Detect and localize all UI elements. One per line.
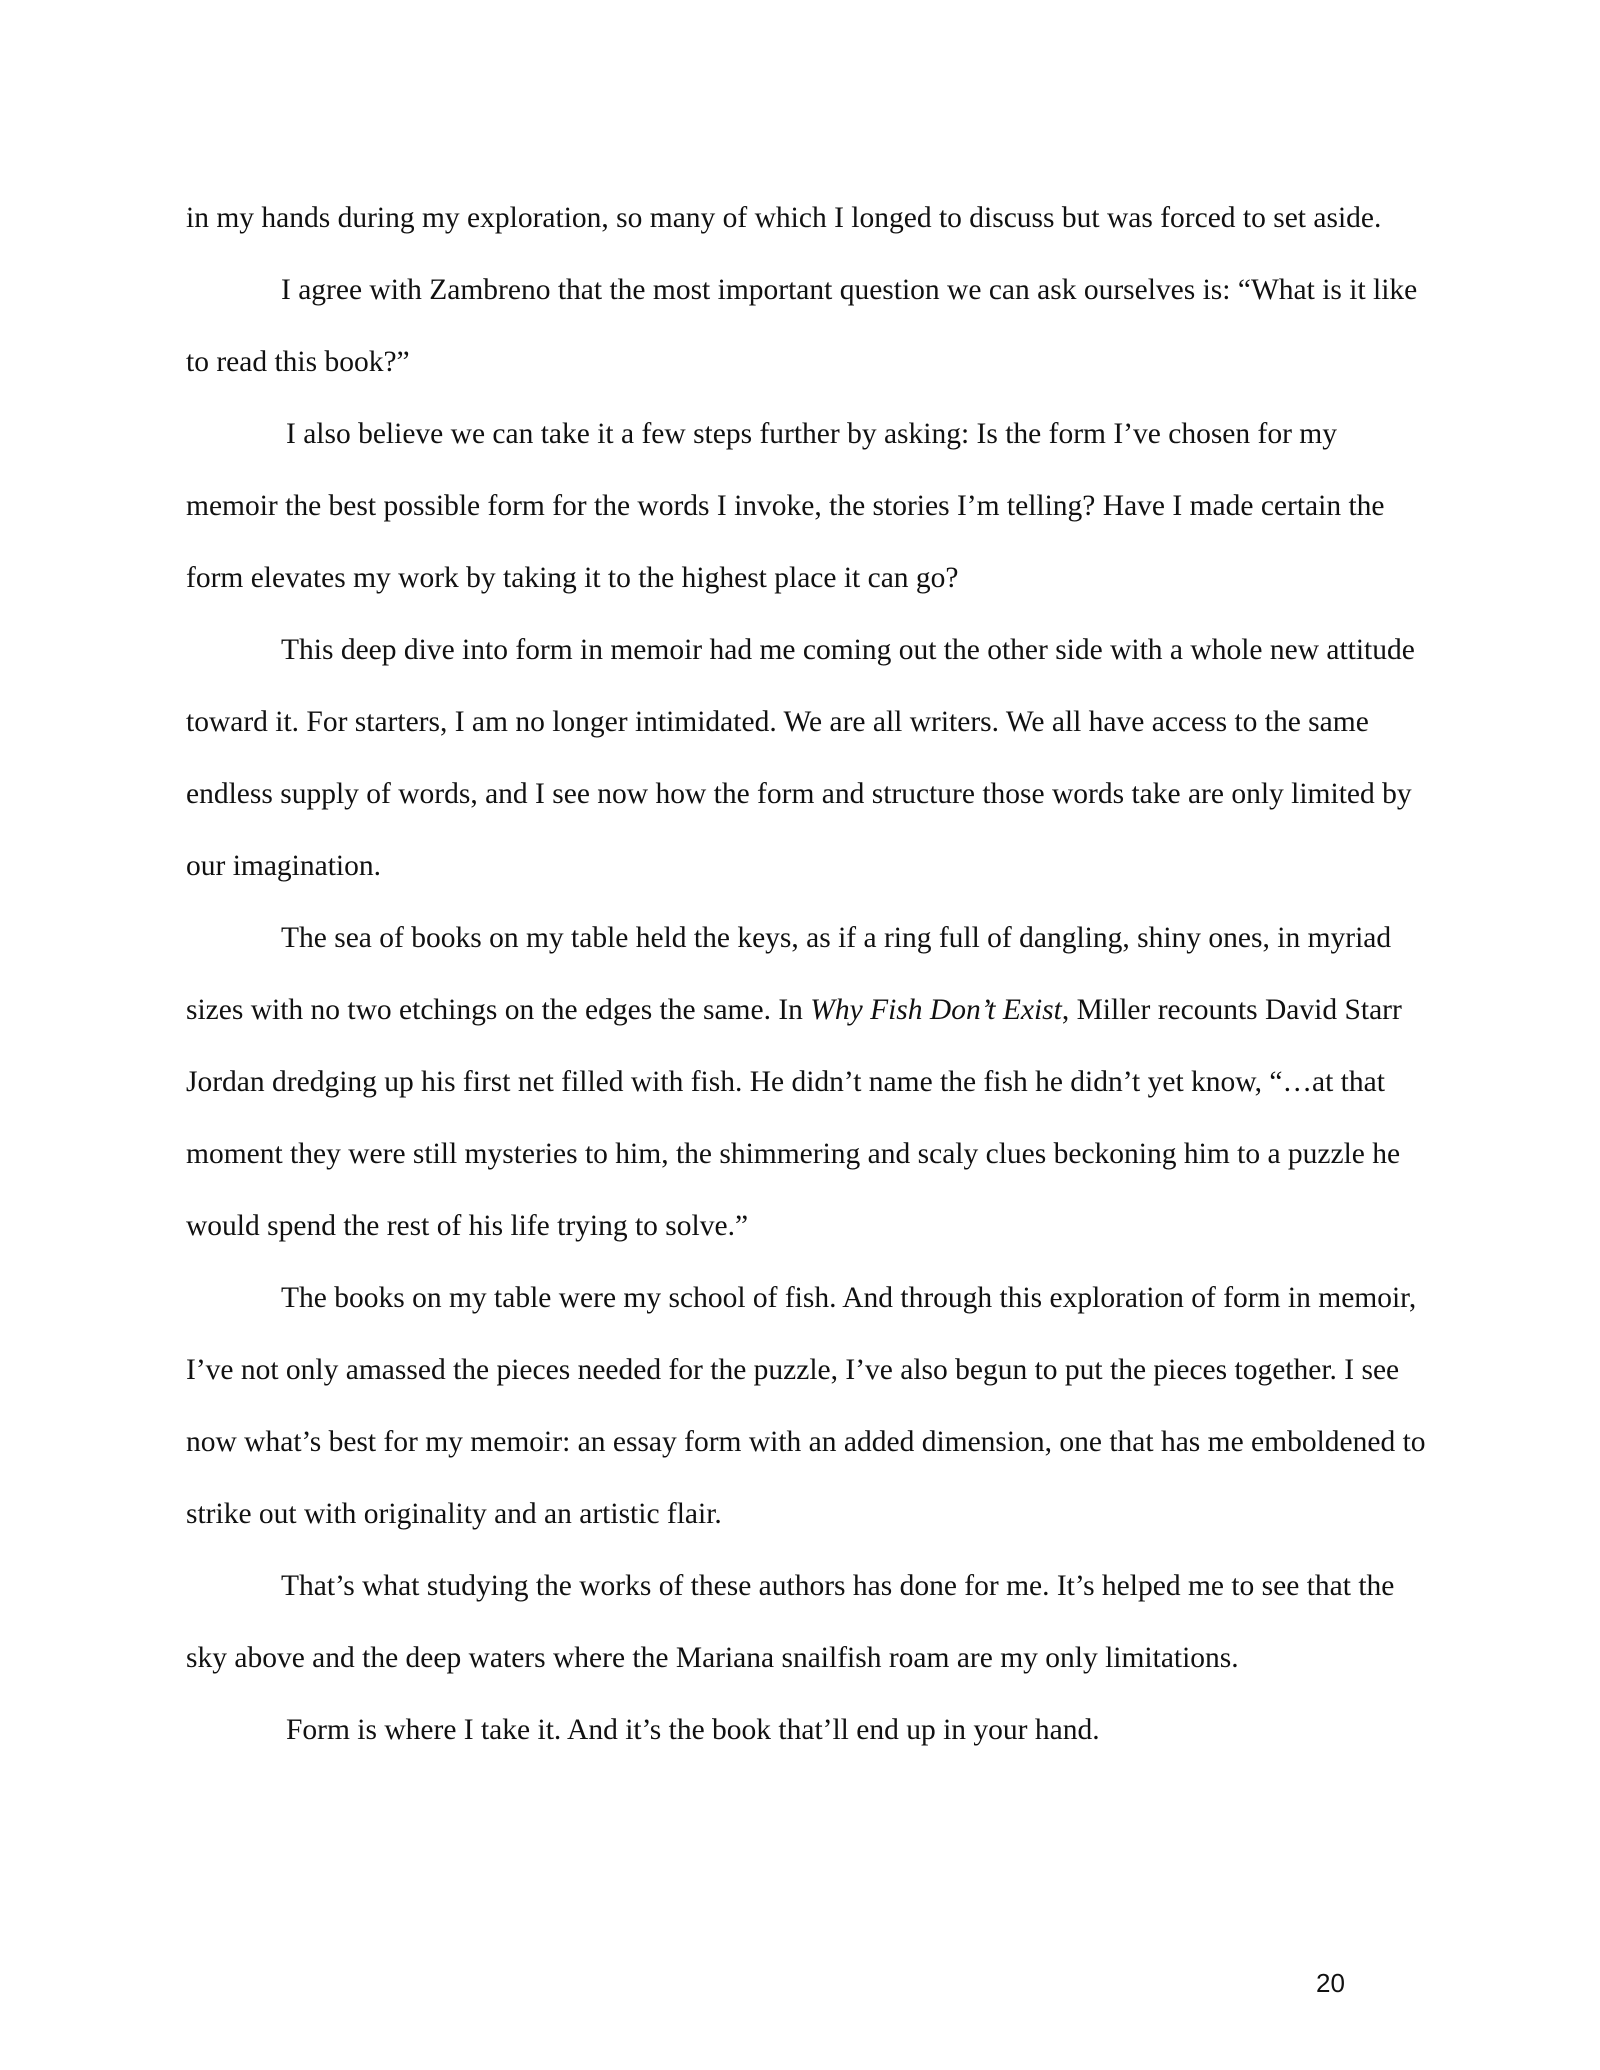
body-text (186, 182, 1426, 1766)
page-number: 20 (1316, 1968, 1345, 1998)
paragraph-deep-dive: This deep dive into form in memoir had me coming out the other side with a whole new attitude toward it. For starters, I am no longer intimidated. We are all writers. We all have access to the same endless supply of words, and I see now how the form and structure those words take are only limited by our imagination. (186, 634, 1415, 882)
paragraph-closing: Form is where I take it. And it’s the book that’ll end up in your hand. (286, 1714, 1100, 1746)
book-title: Why Fish Don’t Exist (810, 994, 1062, 1026)
paragraph-sea-of-books (186, 902, 1426, 1262)
paragraph-sea-text-after: , Miller recounts David Starr Jordan dredging up his first net filled with fish. He didn’t name the fish he didn’t yet know, “…at that moment they were still mysteries to him, the shimmering and scaly clues beckoning him to a puzzle he would spend the rest of his life trying to solve.” (186, 994, 1402, 1242)
paragraph-zambreno-question: I agree with Zambreno that the most important question we can ask ourselves is: “What is it like to read this book?” (186, 274, 1418, 378)
paragraph-form-question: I also believe we can take it a few steps further by asking: Is the form I’ve chosen for my memoir the best possible form for the words I invoke, the stories I’m telling? Have I made certain the form elevates my work by taking it to the highest place it can go? (186, 418, 1385, 594)
paragraph-continuation: in my hands during my exploration, so many of which I longed to discuss but was forced to set aside. (186, 202, 1382, 234)
paragraph-school-of-fish: The books on my table were my school of fish. And through this exploration of form in memoir, I’ve not only amassed the pieces needed for the puzzle, I’ve also begun to put the pieces together. I see now what’s best for my memoir: an essay form with an added dimension, one that has me emboldened to strike out with originality and an artistic flair. (186, 1282, 1426, 1530)
paragraph-studying-works: That’s what studying the works of these authors has done for me. It’s helped me to see that the sky above and the deep waters where the Mariana snailfish roam are my only limitations. (186, 1570, 1395, 1674)
paragraph-sea-text-before: The sea of books on my table held the keys, as if a ring full of dangling, shiny ones, in myriad sizes with no two etchings on the edges the same. In (186, 922, 1392, 1026)
